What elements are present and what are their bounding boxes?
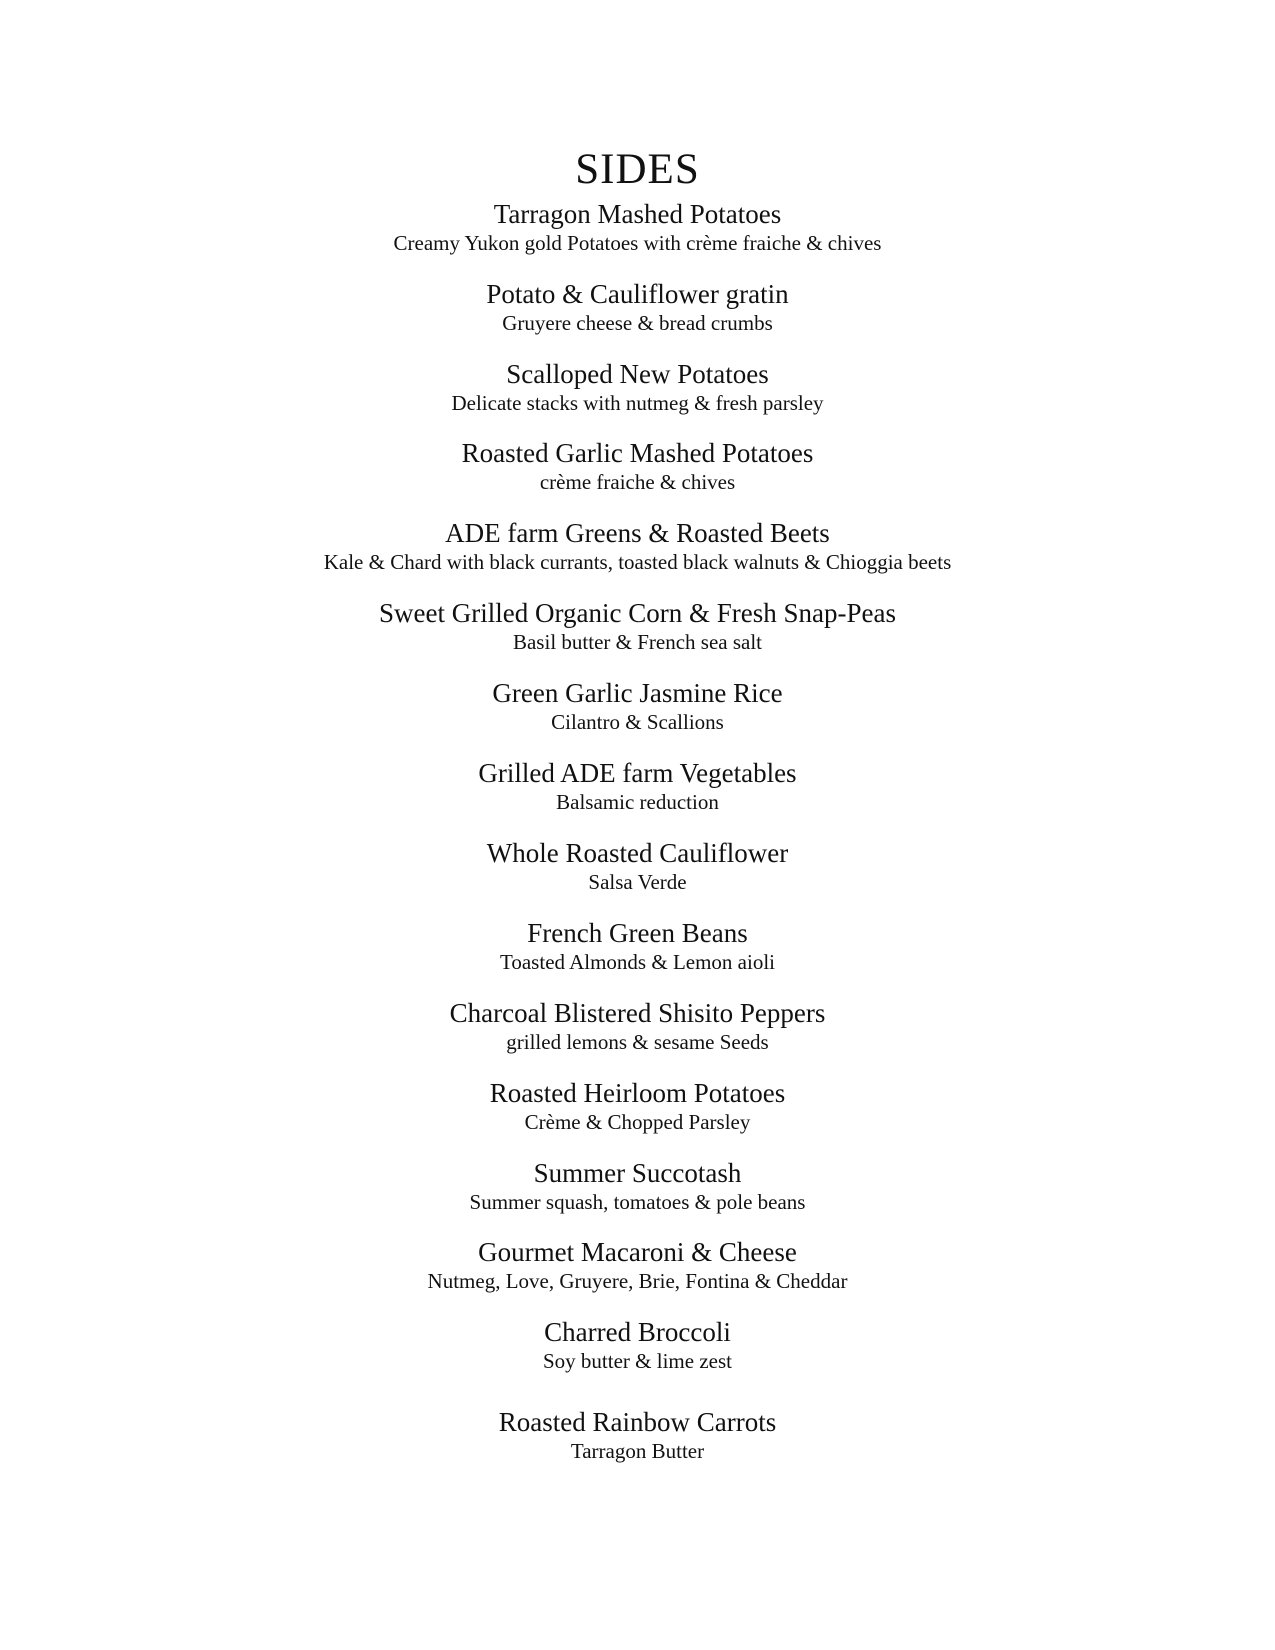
item-description: Kale & Chard with black currants, toasted black walnuts & Chioggia beets: [323, 550, 952, 574]
item-description: Soy butter & lime zest: [543, 1349, 732, 1373]
item-description: Tarragon Butter: [570, 1439, 705, 1463]
item-name: Roasted Rainbow Carrots: [498, 1407, 777, 1437]
menu-item: [0, 198, 1275, 257]
menu-item: [0, 1157, 1275, 1216]
item-description: Delicate stacks with nutmeg & fresh parsley: [451, 391, 824, 415]
item-name: Tarragon Mashed Potatoes: [493, 199, 782, 229]
item-name: Roasted Heirloom Potatoes: [489, 1078, 786, 1108]
item-name: Charcoal Blistered Shisito Peppers: [449, 998, 826, 1028]
menu-item: [0, 517, 1275, 576]
menu-item: [0, 917, 1275, 976]
item-name: Sweet Grilled Organic Corn & Fresh Snap-Peas: [379, 598, 896, 628]
menu-item: [0, 597, 1275, 656]
item-name: Roasted Garlic Mashed Potatoes: [461, 438, 814, 468]
item-name: Charred Broccoli: [544, 1317, 731, 1347]
item-name: Whole Roasted Cauliflower: [486, 838, 789, 868]
item-name: French Green Beans: [527, 918, 748, 948]
item-name: Gourmet Macaroni & Cheese: [478, 1237, 797, 1267]
item-description: Crème & Chopped Parsley: [524, 1110, 751, 1134]
menu-item: [0, 278, 1275, 337]
menu-item: [0, 677, 1275, 736]
item-name: Green Garlic Jasmine Rice: [492, 678, 783, 708]
item-name: Grilled ADE farm Vegetables: [478, 758, 797, 788]
menu-item: [0, 358, 1275, 417]
menu-title: SIDES: [575, 146, 700, 193]
item-description: Balsamic reduction: [556, 790, 719, 814]
menu-item: [0, 837, 1275, 896]
menu-item: [0, 437, 1275, 496]
menu-item: [0, 1406, 1275, 1465]
menu-item: [0, 997, 1275, 1056]
item-description: grilled lemons & sesame Seeds: [506, 1030, 769, 1054]
menu-item: [0, 1077, 1275, 1136]
menu-item: [0, 757, 1275, 816]
item-name: Summer Succotash: [533, 1158, 742, 1188]
item-description: crème fraiche & chives: [539, 470, 736, 494]
item-description: Nutmeg, Love, Gruyere, Brie, Fontina & Cheddar: [427, 1269, 848, 1293]
menu-item: [0, 1316, 1275, 1375]
item-description: Toasted Almonds & Lemon aioli: [500, 950, 775, 974]
item-name: Scalloped New Potatoes: [506, 359, 769, 389]
item-description: Salsa Verde: [588, 870, 687, 894]
item-description: Summer squash, tomatoes & pole beans: [469, 1190, 806, 1214]
menu-item: [0, 1236, 1275, 1295]
item-name: Potato & Cauliflower gratin: [486, 279, 789, 309]
item-description: Cilantro & Scallions: [551, 710, 724, 734]
item-description: Gruyere cheese & bread crumbs: [502, 311, 773, 335]
item-name: ADE farm Greens & Roasted Beets: [445, 518, 830, 548]
item-description: Basil butter & French sea salt: [512, 630, 763, 654]
item-description: Creamy Yukon gold Potatoes with crème fraiche & chives: [393, 231, 882, 255]
